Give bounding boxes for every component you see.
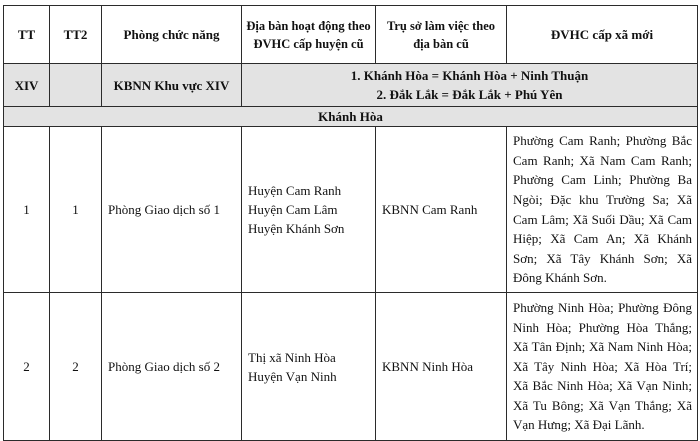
row-tt2: 1 — [50, 127, 102, 293]
treasury-table — [3, 5, 698, 441]
district-item: Huyện Vạn Ninh — [248, 368, 337, 384]
row-headquarters: KBNN Ninh Hòa — [376, 293, 507, 441]
header-office: Phòng chức năng — [102, 6, 242, 64]
header-row — [4, 6, 698, 64]
row-districts — [242, 293, 376, 441]
header-headquarters: Trụ sở làm việc theo địa bàn cũ — [376, 6, 507, 64]
district-item: Huyện Cam Ranh — [248, 183, 342, 198]
row-headquarters: KBNN Cam Ranh — [376, 127, 507, 293]
region-line-2: 2. Đắk Lắk = Đắk Lắk + Phú Yên — [376, 87, 563, 102]
header-tt2: TT2 — [50, 6, 102, 64]
row-districts — [242, 127, 376, 293]
region-tt2 — [50, 64, 102, 107]
region-line-1: 1. Khánh Hòa = Khánh Hòa + Ninh Thuận — [350, 68, 589, 83]
row-tt: 2 — [4, 293, 50, 441]
row-communes: Phường Cam Ranh; Phường Bắc Cam Ranh; Xã Nam Cam Ranh; Phường Cam Linh; Phường Ba Ngòi; Đặc khu Trường Sa; Xã Cam Lâm; Xã Suối Dầu; Xã Cam Hiệp; Xã Cam An; Xã Khánh Sơn; Xã Tây Khánh Sơn; Xã Đông Khánh Sơn. — [507, 127, 698, 293]
district-item: Huyện Khánh Sơn — [248, 221, 345, 236]
header-new-communes: ĐVHC cấp xã mới — [507, 6, 698, 64]
table-row — [4, 127, 698, 293]
province-row — [4, 107, 698, 127]
district-item: Thị xã Ninh Hòa — [248, 349, 336, 365]
region-unit: KBNN Khu vực XIV — [102, 64, 242, 107]
region-merger-note — [242, 64, 698, 107]
district-item: Huyện Cam Lâm — [248, 202, 338, 217]
row-tt2: 2 — [50, 293, 102, 441]
header-tt: TT — [4, 6, 50, 64]
region-tt: XIV — [4, 64, 50, 107]
row-office: Phòng Giao dịch số 2 — [102, 293, 242, 441]
table-row — [4, 293, 698, 441]
row-tt: 1 — [4, 127, 50, 293]
row-office: Phòng Giao dịch số 1 — [102, 127, 242, 293]
region-row — [4, 64, 698, 107]
header-district-area: Địa bàn hoạt động theo ĐVHC cấp huyện cũ — [242, 6, 376, 64]
province-name: Khánh Hòa — [4, 107, 698, 127]
row-communes: Phường Ninh Hòa; Phường Đông Ninh Hòa; Phường Hòa Thắng; Xã Tân Định; Xã Nam Ninh Hòa; Xã Tây Ninh Hòa; Xã Hòa Trí; Xã Bắc Ninh Hòa; Xã Vạn Ninh; Xã Tu Bông; Xã Vạn Thắng; Xã Vạn Hưng; Xã Đại Lãnh. — [507, 293, 698, 441]
